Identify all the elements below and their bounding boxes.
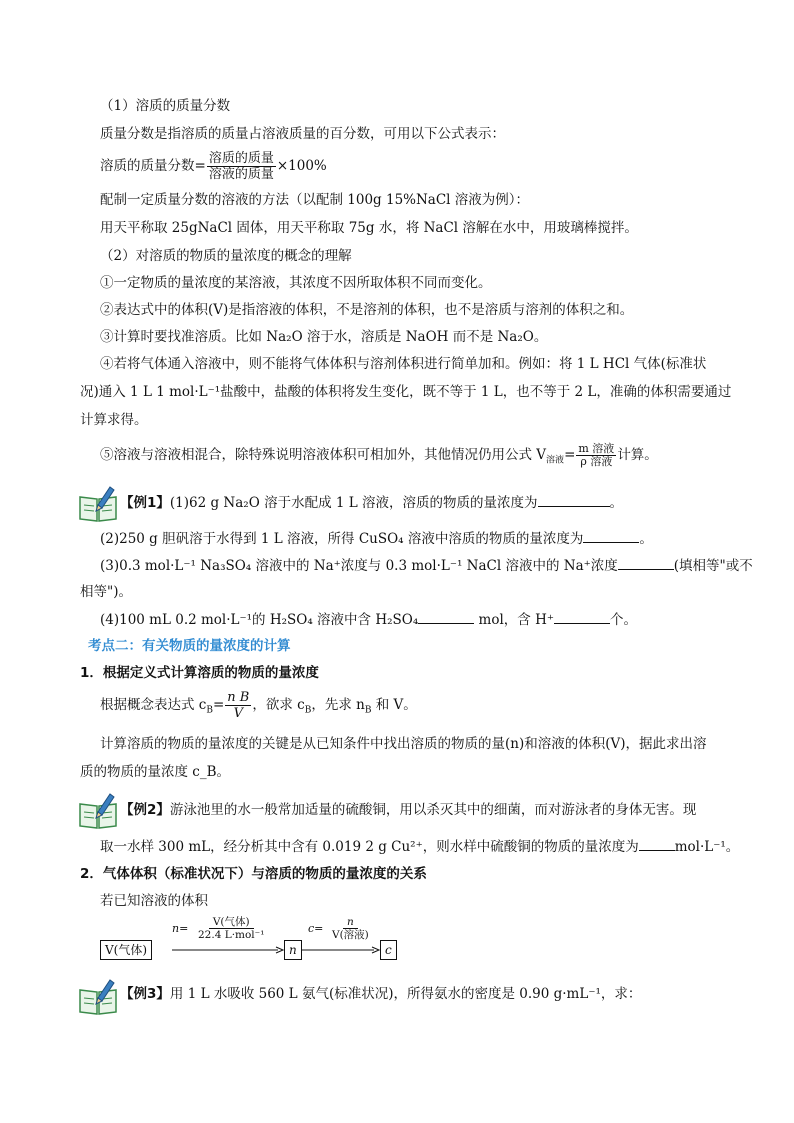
example1-q4 [100, 609, 637, 630]
section2-title: （2）对溶质的物质的量浓度的概念的理解 [100, 248, 352, 264]
ex2-line1-text: 游泳池里的水一般常加适量的硫酸铜，用以杀灭其中的细菌，而对游泳者的身体无害。现 [169, 802, 697, 818]
arrow-right-icon [302, 946, 380, 954]
p5-pre: ⑤溶液与溶液相混合，除特殊说明溶液体积可相加外，其他情况仍用公式 V [100, 447, 547, 463]
answer-blank[interactable] [639, 836, 675, 851]
conversion-diagram [100, 916, 400, 966]
example2-label: 【例2】 [120, 802, 170, 818]
book-icon [76, 976, 120, 1016]
ex2-line2-end: mol·L⁻¹。 [674, 839, 740, 855]
formula1-fraction [207, 151, 276, 182]
ex1-q2-end: 。 [639, 531, 653, 547]
arrow2-den: V(溶液) [332, 929, 369, 941]
ex2-line2-text: 取一水样 300 mL，经分析其中含有 0.019 2 g Cu²⁺，则水样中硫酸铜的物质的量浓度为 [100, 839, 639, 855]
h1l1-post: ，欲求 c [252, 697, 305, 713]
p5-post: 计算。 [617, 447, 658, 463]
arrow2-num: n [343, 916, 358, 929]
s1-line2: 配制一定质量分数的溶液的方法（以配制 100g 15%NaCl 溶液为例）： [100, 192, 530, 208]
h1l1-post3: 和 V。 [371, 697, 417, 713]
point-2: ②表达式中的体积(V)是指溶液的体积，不是溶剂的体积，也不是溶质与溶剂的体积之和。 [100, 302, 634, 318]
p5-eq: = [564, 447, 576, 463]
formula1-lhs: 溶质的质量分数= [100, 158, 206, 174]
mass-fraction-formula [100, 150, 327, 182]
h1l1-eq: = [212, 697, 225, 713]
answer-blank[interactable] [418, 609, 474, 624]
book-icon [76, 790, 120, 830]
point-4-line1: ④若将气体通入溶液中，则不能将气体体积与溶剂体积进行简单加和。例如：将 1 L HCl 气体(标准状 [100, 356, 707, 372]
arrow1-den: 22.4 L·mol⁻¹ [198, 929, 265, 941]
diagram-box-gas-volume: V(气体) [100, 940, 152, 960]
point-1: ①一定物质的量浓度的某溶液，其浓度不因所取体积不同而变化。 [100, 275, 492, 291]
example1-q3-line2: 相等")。 [80, 584, 132, 600]
cb-fraction [225, 690, 251, 721]
formula1-den: 溶液的质量 [208, 167, 274, 182]
ex1-q1-end: 。 [609, 495, 623, 511]
example1-label: 【例1】 [120, 495, 170, 511]
h1-line3: 质的物质的量浓度 c_B。 [80, 764, 231, 780]
heading-2: 2．气体体积（标准状况下）与溶质的物质的量浓度的关系 [80, 866, 427, 882]
ex1-q3a-end: (填相等"或不 [673, 558, 753, 574]
h1l1-num: n B [227, 690, 250, 705]
p5-sub: 溶液 [546, 455, 565, 466]
s1-line3: 用天平称取 25gNaCl 固体，用天平称取 75g 水，将 NaCl 溶解在水中，用玻璃棒搅拌。 [100, 220, 638, 236]
key-point-2-title: 考点二：有关物质的量浓度的计算 [88, 638, 291, 654]
answer-blank[interactable] [618, 555, 674, 570]
example1-q2 [100, 528, 653, 549]
example1-q3-line1 [100, 555, 753, 576]
arrow1-fraction [194, 916, 268, 941]
h1-line1 [100, 688, 417, 728]
ex1-q2-text: (2)250 g 胆矾溶于水得到 1 L 溶液，所得 CuSO₄ 溶液中溶质的物质的量浓度为 [100, 531, 584, 547]
formula1-rhs: ×100% [276, 158, 327, 174]
h1l1-post-sub: B [304, 705, 312, 716]
point-5 [100, 440, 658, 476]
example2-line2 [100, 836, 739, 857]
h1-line2: 计算溶质的物质的量浓度的关键是从已知条件中找出溶质的物质的量(n)和溶液的体积(V)，据此求出溶 [100, 736, 707, 752]
p5-fraction [576, 443, 616, 468]
ex1-q3a-text: (3)0.3 mol·L⁻¹ Na₃SO₄ 溶液中的 Na⁺浓度与 0.3 mol·L⁻¹ NaCl 溶液中的 Na⁺浓度 [100, 558, 618, 574]
diagram-box-concentration: c [380, 940, 397, 960]
h1l1-sub: B [206, 705, 213, 716]
ex1-q1-text: (1)62 g Na₂O 溶于水配成 1 L 溶液，溶质的物质的量浓度为 [169, 495, 538, 511]
ex1-q4b-text: mol，含 H⁺ [474, 612, 554, 628]
heading-1: 1．根据定义式计算溶质的物质的量浓度 [80, 665, 319, 681]
example1-q1 [120, 492, 623, 513]
arrow-right-icon [172, 946, 284, 954]
example3-line1 [120, 984, 641, 1004]
p5-num: m 溶液 [578, 442, 615, 455]
arrow1-prefix: n= [172, 922, 189, 935]
ex1-q4c-text: 个。 [609, 612, 637, 628]
point-4-line3: 计算求得。 [80, 412, 148, 428]
h1l1-post2-sub: B [364, 705, 372, 716]
diagram-arrow2-label [302, 916, 412, 942]
point-3: ③计算时要找准溶质。比如 Na₂O 溶于水，溶质是 NaOH 而不是 Na₂O。 [100, 329, 548, 345]
section1-title: （1）溶质的质量分数 [100, 98, 231, 114]
example3-label: 【例3】 [120, 986, 170, 1002]
answer-blank[interactable] [554, 609, 610, 624]
arrow2-fraction [328, 916, 373, 941]
diagram-box-moles: n [284, 940, 302, 960]
point-4-line2: 况)通入 1 L 1 mol·L⁻¹盐酸中，盐酸的体积将发生变化，既不等于 1 L，也不等于 2 L，准确的体积需要通过 [80, 384, 732, 400]
s1-line1: 质量分数是指溶质的质量占溶液质量的百分数，可用以下公式表示： [100, 126, 505, 142]
book-icon [76, 483, 120, 523]
arrow2-prefix: c= [308, 922, 324, 935]
ex1-q4a-text: (4)100 mL 0.2 mol·L⁻¹的 H₂SO₄ 溶液中含 H₂SO₄ [100, 612, 419, 628]
answer-blank[interactable] [583, 528, 639, 543]
h1l1-den: V [233, 706, 244, 721]
ex3-line1-text: 用 1 L 水吸收 560 L 氨气(标准状况)，所得氨水的密度是 0.90 g·mL⁻¹，求： [169, 986, 642, 1002]
arrow1-num: V(气体) [209, 916, 254, 929]
p5-den: ρ 溶液 [580, 455, 613, 468]
formula1-num: 溶质的质量 [208, 151, 274, 166]
answer-blank[interactable] [538, 492, 610, 507]
h1l1-post2: ，先求 n [311, 697, 365, 713]
h1l1-pre: 根据概念表达式 c [100, 697, 207, 713]
h2-line1: 若已知溶液的体积 [100, 893, 208, 909]
example2-line1 [120, 800, 696, 820]
